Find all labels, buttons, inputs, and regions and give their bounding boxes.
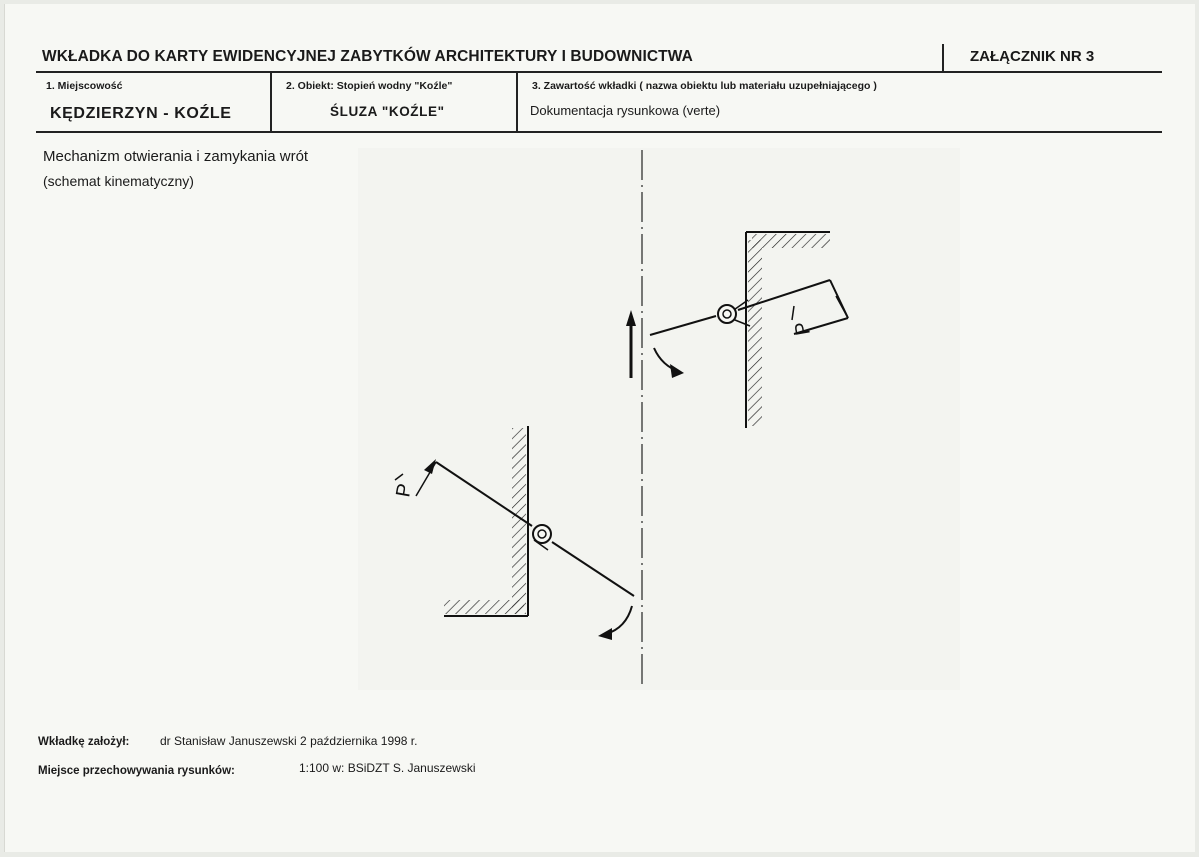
lower-force-label: P bbox=[392, 481, 417, 499]
storage-row bbox=[38, 763, 235, 777]
lower-force-overbar bbox=[395, 474, 403, 480]
upper-wall bbox=[746, 232, 830, 428]
lower-hinge-icon bbox=[533, 525, 551, 543]
storage-label: Miejsce przechowywania rysunków: bbox=[38, 765, 235, 777]
upper-force-arrow-icon bbox=[836, 296, 848, 318]
location-label: 1. Miejscowość bbox=[46, 80, 123, 92]
upper-hinge-icon bbox=[718, 305, 736, 323]
lower-force-arrow-icon bbox=[416, 459, 436, 496]
caption-line-2: (schemat kinematyczny) bbox=[43, 173, 194, 189]
lower-wall bbox=[444, 426, 528, 616]
caption-line-1: Mechanizm otwierania i zamykania wrót bbox=[43, 148, 309, 165]
upper-force-overbar bbox=[792, 306, 794, 320]
author-label: Wkładkę założył: bbox=[38, 736, 130, 748]
lower-rotation-arrow-icon bbox=[598, 606, 632, 640]
document-title: WKŁADKA DO KARTY EWIDENCYJNEJ ZABYTKÓW ARCHITEKTURY I BUDOWNICTWA bbox=[42, 48, 693, 65]
annex-number: ZAŁĄCZNIK NR 3 bbox=[970, 48, 1095, 65]
object-label: 2. Obiekt: Stopień wodny "Koźle" bbox=[286, 80, 453, 92]
content-label: 3. Zawartość wkładki ( nazwa obiektu lub materiału uzupełniającego ) bbox=[532, 80, 877, 92]
location-value: KĘDZIERZYN - KOŹLE bbox=[50, 105, 232, 122]
author-value: dr Stanisław Januszewski 2 października 1998 r. bbox=[160, 734, 418, 748]
content-value: Dokumentacja rysunkowa (verte) bbox=[530, 103, 721, 118]
upper-rotation-arrow-icon bbox=[654, 348, 684, 378]
upward-arrow-icon bbox=[626, 310, 636, 378]
object-value: ŚLUZA "KOŹLE" bbox=[330, 104, 445, 119]
author-row bbox=[38, 734, 129, 748]
upper-force-label: P bbox=[790, 319, 815, 337]
storage-value: 1:100 w: BSiDZT S. Januszewski bbox=[299, 761, 476, 775]
